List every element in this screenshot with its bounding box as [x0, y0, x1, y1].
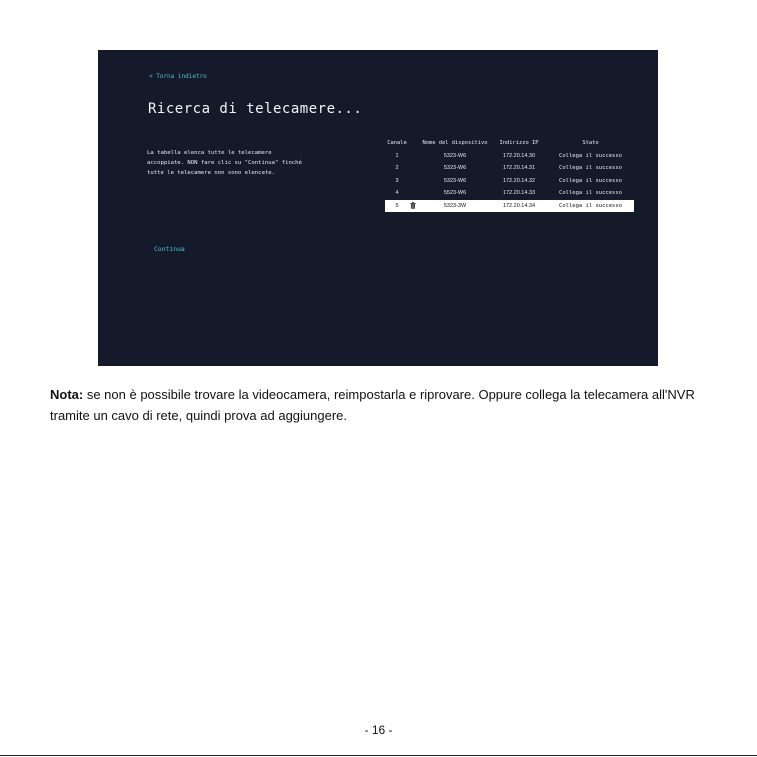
cell-status: Collega il successo	[559, 190, 622, 196]
header-status: Stato	[582, 140, 599, 146]
header-ip: Indirizzo IP	[499, 140, 539, 146]
camera-table	[385, 137, 634, 212]
page-number: - 16 -	[364, 723, 393, 737]
cell-device-name: 5323-3W	[443, 203, 467, 209]
back-link[interactable]: < Torna indietro	[149, 73, 207, 80]
note-label: Nota:	[50, 387, 84, 402]
cell-status: Collega il successo	[559, 165, 622, 171]
cell-device-name: 5523-W6	[443, 190, 467, 196]
cell-ip: 172.20.14.32	[502, 177, 536, 184]
instructions-text: La tabella elenca tutte le telecamere accoppiate. NON fare clic su "Continua" finché tutte le telecamere non sono elencate.	[147, 150, 302, 176]
cell-status: Collega il successo	[559, 203, 622, 209]
table-header-row	[385, 137, 634, 150]
table-row-selected[interactable]	[385, 200, 634, 212]
cell-status: Collega il successo	[559, 152, 622, 159]
note-text: se non è possibile trovare la videocamera, reimpostarla e riprovare. Oppure collega la telecamera all'NVR tramite un cavo di rete, quindi prova ad aggiungere.	[50, 387, 695, 423]
cell-device-name: 5323-W6	[443, 152, 467, 159]
table-row[interactable]	[385, 187, 634, 200]
footer-rule	[0, 755, 757, 756]
cell-channel: 5	[395, 203, 399, 209]
trash-icon[interactable]	[407, 200, 419, 212]
cell-ip: 172.20.14.34	[502, 203, 536, 209]
page-title: Ricerca di telecamere...	[148, 101, 363, 117]
cell-ip: 172.20.14.30	[502, 152, 536, 159]
nvr-screen	[98, 50, 658, 366]
cell-channel: 2	[395, 165, 399, 171]
cell-channel: 4	[395, 190, 399, 196]
cell-channel: 1	[395, 152, 399, 159]
cell-ip: 172.20.14.31	[502, 165, 536, 171]
cell-ip: 172.20.14.33	[502, 190, 536, 196]
cell-device-name: 5323-W6	[443, 177, 467, 184]
table-row[interactable]	[385, 150, 634, 163]
header-device-name: Nome del dispositivo	[422, 140, 488, 146]
continue-button[interactable]: Continua	[154, 245, 185, 253]
note-paragraph	[50, 384, 720, 426]
cell-channel: 3	[395, 177, 399, 184]
table-row[interactable]	[385, 175, 634, 188]
header-channel: Canale	[387, 140, 407, 146]
cell-device-name: 5323-W6	[443, 165, 467, 171]
table-row[interactable]	[385, 162, 634, 175]
cell-status: Collega il successo	[559, 177, 622, 184]
